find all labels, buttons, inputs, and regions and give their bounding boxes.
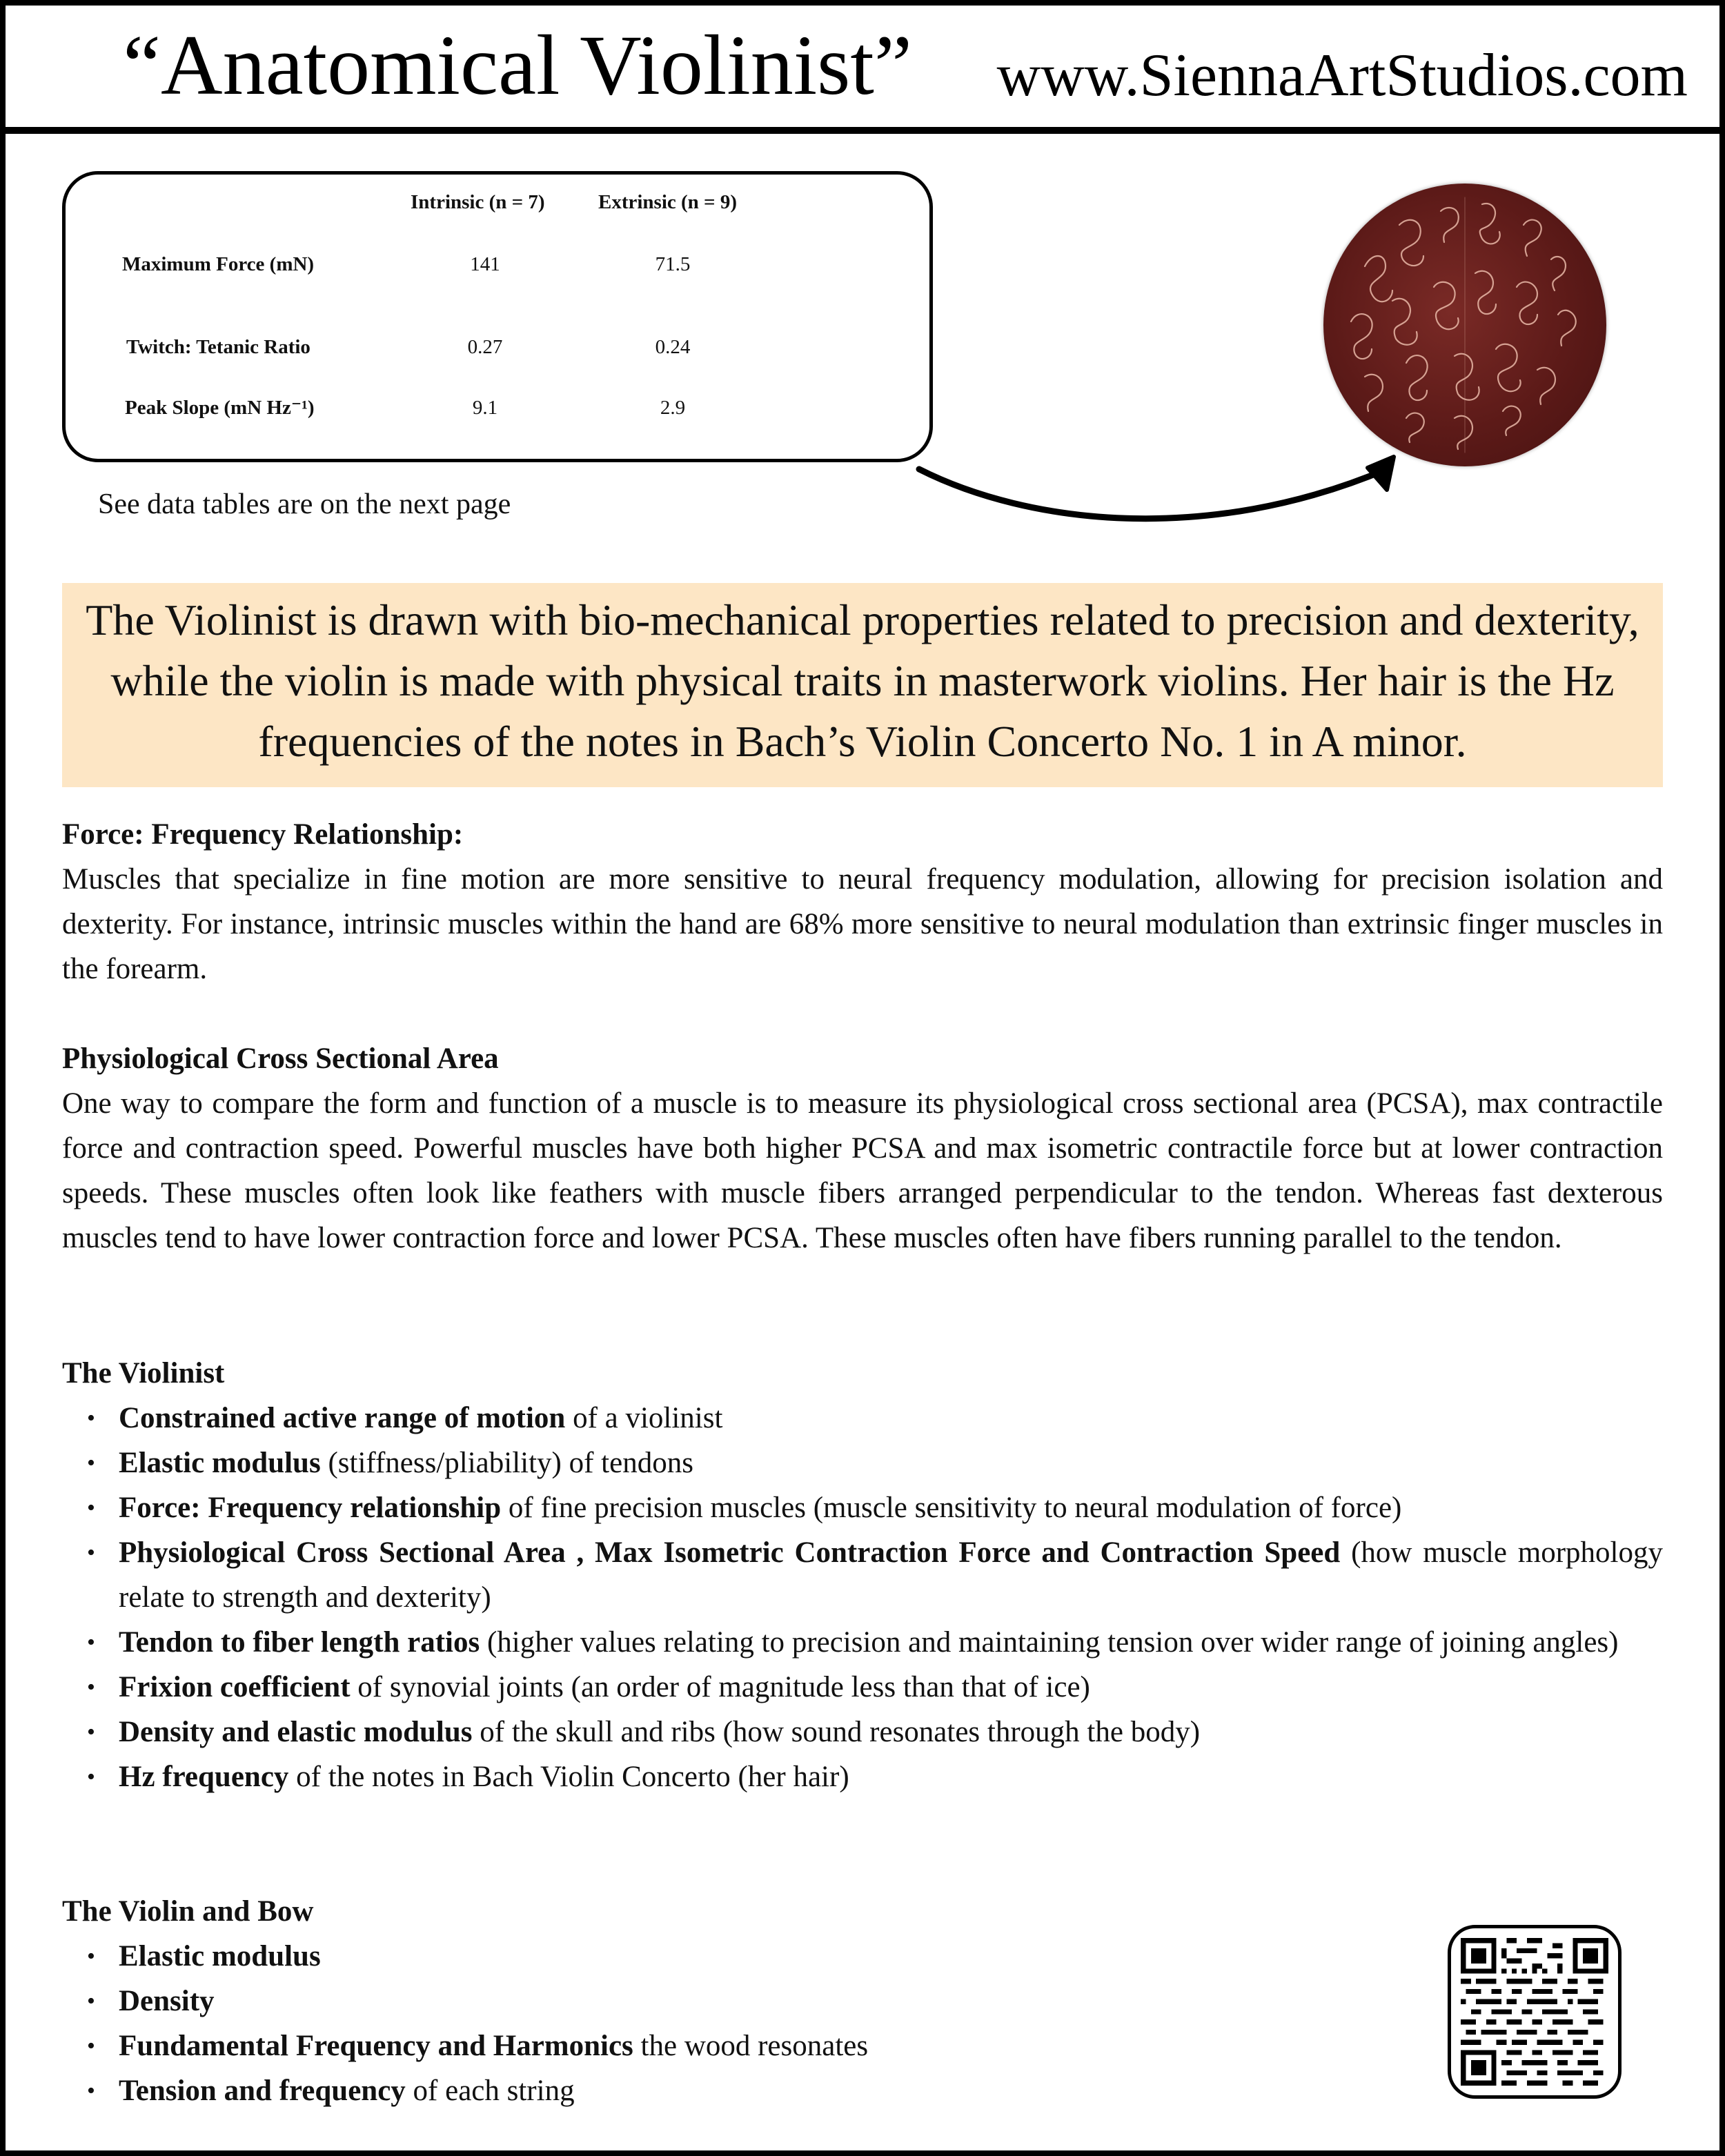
cell-max-force-extrinsic: 71.5 — [655, 253, 691, 275]
item-bold: Elastic modulus — [119, 1447, 321, 1479]
item-bold: Tendon to fiber length ratios — [119, 1626, 480, 1659]
violin-bow-section — [62, 1889, 1373, 2113]
list-item — [62, 2068, 1373, 2113]
force-frequency-section — [62, 812, 1663, 991]
page-header — [6, 6, 1719, 130]
hair-frequency-artwork — [1323, 184, 1606, 466]
item-text: (how muscle morphology relate to strength and dexterity) — [119, 1536, 1663, 1614]
item-bold: Frixion coefficient — [119, 1671, 351, 1703]
item-text: the wood resonates — [633, 2030, 869, 2062]
item-bold: Hz frequency — [119, 1761, 289, 1793]
item-text: (stiffness/pliability) of tendons — [320, 1447, 693, 1479]
violin-list — [62, 1934, 1373, 2113]
header-divider — [0, 127, 1725, 134]
item-bold: Constrained active range of motion — [119, 1402, 566, 1434]
cell-peak-slope-intrinsic: 9.1 — [472, 397, 498, 419]
section-heading: The Violinist — [62, 1357, 225, 1389]
item-text: of synovial joints (an order of magnitude less than that of ice) — [350, 1671, 1090, 1703]
summary-callout — [62, 583, 1663, 787]
section-body: Muscles that specialize in fine motion are more sensitive to neural frequency modulation, allowing for precision isolation and dexterity. For instance, intrinsic muscles within the hand are 68% more sensitive to neural modulation than extrinsic finger muscles in the forearm. — [62, 863, 1663, 985]
section-body: One way to compare the form and function of a muscle is to measure its physiological cross sectional area (PCSA), max contractile force and contraction speed. Powerful muscles have both higher PCSA and max isometric contractile force but at lower contraction speeds. These muscles often look like feathers with muscle fibers arranged perpendicular to the tendon. Whereas fast dexterous muscles tend to have lower contraction force and lower PCSA. These muscles often have fibers running parallel to the tendon. — [62, 1087, 1663, 1254]
list-item — [62, 2024, 1373, 2068]
list-item — [62, 1396, 1663, 1441]
cell-twitch-extrinsic: 0.24 — [655, 336, 691, 358]
page-title: “Anatomical Violinist” — [123, 18, 912, 112]
cell-twitch-intrinsic: 0.27 — [467, 336, 503, 358]
row-label-peak-slope: Peak Slope (mN Hz⁻¹) — [125, 397, 315, 419]
list-item — [62, 1530, 1663, 1620]
qr-code-icon — [1461, 1938, 1608, 2086]
item-bold: Fundamental Frequency and Harmonics — [119, 2030, 633, 2062]
column-header-extrinsic: Extrinsic (n = 9) — [598, 191, 737, 213]
item-text: of the notes in Bach Violin Concerto (her hair) — [288, 1761, 849, 1793]
item-bold: Tension and frequency — [119, 2075, 406, 2107]
item-text: of the skull and ribs (how sound resonates through the body) — [472, 1716, 1201, 1748]
item-bold: Force: Frequency relationship — [119, 1492, 502, 1524]
data-table — [66, 175, 929, 459]
item-bold: Elastic modulus — [119, 1940, 321, 1972]
list-item — [62, 1665, 1663, 1710]
item-text: of a violinist — [565, 1402, 723, 1434]
cell-peak-slope-extrinsic: 2.9 — [660, 397, 686, 419]
list-item — [62, 1441, 1663, 1485]
item-text: of fine precision muscles (muscle sensitivity to neural modulation of force) — [501, 1492, 1402, 1524]
violinist-section — [62, 1351, 1663, 1799]
list-item — [62, 1754, 1663, 1799]
row-label-twitch-ratio: Twitch: Tetanic Ratio — [126, 336, 310, 358]
violinist-list — [62, 1396, 1663, 1799]
list-item — [62, 1934, 1373, 1979]
curved-arrow-icon — [911, 442, 1435, 538]
row-label-max-force: Maximum Force (mN) — [122, 253, 315, 275]
column-header-intrinsic: Intrinsic (n = 7) — [411, 191, 545, 213]
callout-text: The Violinist is drawn with bio-mechanical properties related to precision and dexterity, while the violin is made with physical traits in masterwork violins. Her hair is the Hz frequencies of the notes in Bach’s Violin Concerto No. 1 in A minor. — [86, 595, 1639, 766]
item-text: (higher values relating to precision and maintaining tension over wider range of joining angles) — [480, 1626, 1619, 1659]
item-bold: Density — [119, 1985, 215, 2017]
item-text: of each string — [405, 2075, 575, 2107]
section-heading: Physiological Cross Sectional Area — [62, 1042, 499, 1075]
website-url[interactable]: www.SiennaArtStudios.com — [996, 42, 1688, 109]
section-heading: The Violin and Bow — [62, 1895, 314, 1928]
item-bold: Density and elastic modulus — [119, 1716, 473, 1748]
list-item — [62, 1485, 1663, 1530]
cell-max-force-intrinsic: 141 — [470, 253, 500, 275]
qr-code[interactable] — [1448, 1925, 1621, 2099]
list-item — [62, 1979, 1373, 2024]
pcsa-section — [62, 1036, 1663, 1260]
section-heading: Force: Frequency Relationship: — [62, 818, 464, 851]
list-item — [62, 1710, 1663, 1754]
item-bold: Physiological Cross Sectional Area , Max Isometric Contraction Force and Contraction Speed — [119, 1536, 1341, 1569]
table-note: See data tables are on the next page — [98, 488, 511, 520]
data-table-box — [62, 171, 933, 462]
list-item — [62, 1620, 1663, 1665]
hair-curls-icon — [1323, 184, 1606, 466]
